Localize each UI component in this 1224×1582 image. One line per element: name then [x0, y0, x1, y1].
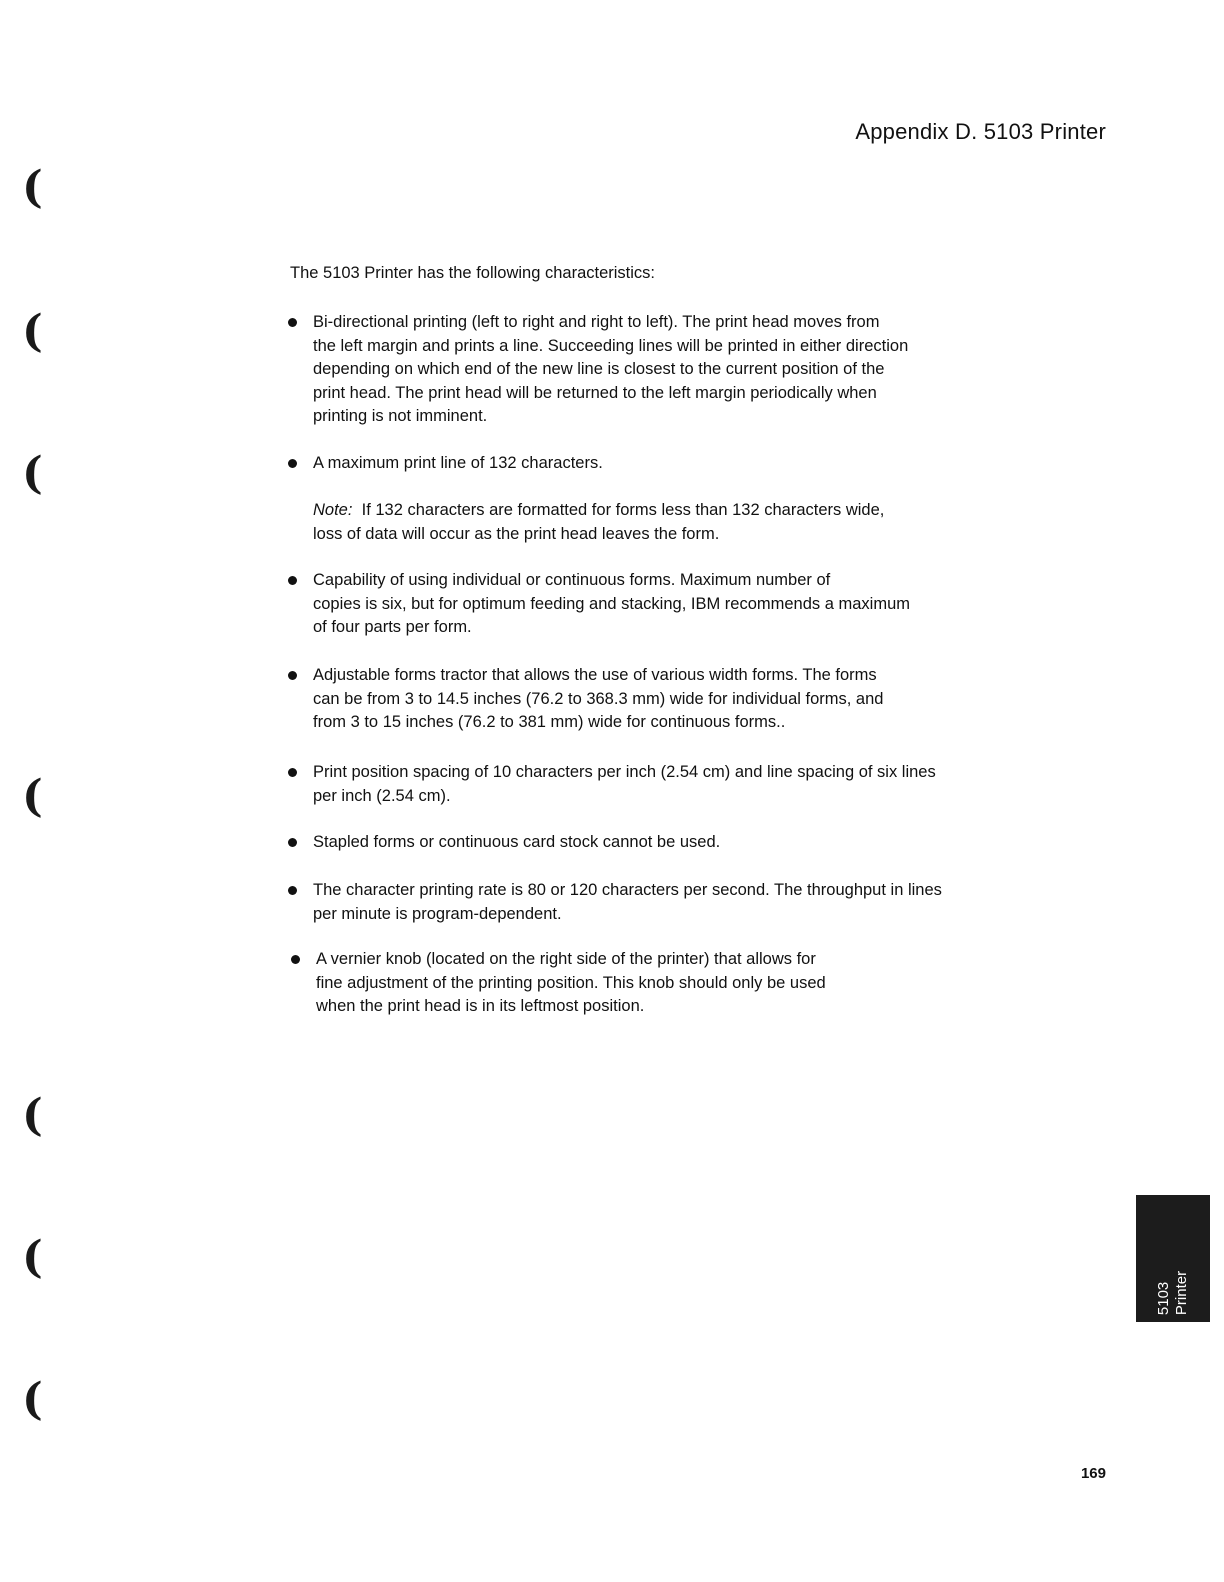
- item-line: The character printing rate is 80 or 120 characters per second. The throughput in lines: [313, 881, 942, 899]
- item-line: Adjustable forms tractor that allows the use of various width forms. The forms: [313, 666, 877, 684]
- item-line: per inch (2.54 cm).: [313, 786, 451, 805]
- item-line: from 3 to 15 inches (76.2 to 381 mm) wide for continuous forms..: [313, 713, 786, 732]
- item-line: per minute is program-dependent.: [313, 904, 562, 923]
- item-line: Capability of using individual or continuous forms. Maximum number of: [313, 571, 831, 589]
- bullet-icon: [288, 459, 297, 468]
- item-line: fine adjustment of the printing position. This knob should only be used: [316, 973, 826, 992]
- bullet-icon: [291, 955, 300, 964]
- section-tab-label: [1155, 1270, 1191, 1314]
- binding-hole-mark: (: [22, 1090, 43, 1141]
- bullet-icon: [288, 838, 297, 847]
- binding-hole-mark: (: [22, 771, 43, 822]
- section-tab-line: 5103: [1155, 1281, 1172, 1315]
- binding-hole-mark: (: [22, 162, 43, 213]
- item-line: copies is six, but for optimum feeding and stacking, IBM recommends a maximum: [313, 594, 910, 613]
- item-line: A maximum print line of 132 characters.: [313, 454, 603, 472]
- item-line: A vernier knob (located on the right side of the printer) that allows for: [316, 950, 816, 968]
- section-tab: [1136, 1195, 1210, 1322]
- item-line: Print position spacing of 10 characters per inch (2.54 cm) and line spacing of six lines: [313, 763, 936, 781]
- item-line: Stapled forms or continuous card stock cannot be used.: [313, 833, 721, 851]
- item-line: printing is not imminent.: [313, 407, 488, 426]
- item-line: print head. The print head will be returned to the left margin periodically when: [313, 383, 877, 402]
- section-tab-line: Printer: [1173, 1270, 1190, 1315]
- note-line: If 132 characters are formatted for forms less than 132 characters wide,: [361, 501, 885, 519]
- item-line: the left margin and prints a line. Succeeding lines will be printed in either direction: [313, 336, 909, 355]
- page-number: 169: [1080, 1465, 1106, 1482]
- item-line: of four parts per form.: [313, 618, 472, 637]
- intro-paragraph: The 5103 Printer has the following characteristics:: [290, 264, 656, 282]
- binding-hole-mark: (: [22, 1232, 43, 1283]
- bullet-icon: [288, 768, 297, 777]
- note-block: [313, 499, 884, 546]
- binding-hole-mark: (: [22, 306, 43, 357]
- binding-hole-mark: (: [22, 1374, 43, 1425]
- item-line: can be from 3 to 14.5 inches (76.2 to 368.3 mm) wide for individual forms, and: [313, 689, 884, 708]
- page-title: Appendix D. 5103 Printer: [855, 119, 1106, 144]
- bullet-icon: [288, 576, 297, 585]
- item-line: depending on which end of the new line is closest to the current position of the: [313, 360, 885, 379]
- binding-hole-mark: (: [22, 448, 43, 499]
- note-line: loss of data will occur as the print head leaves the form.: [313, 524, 720, 543]
- item-line: Bi-directional printing (left to right and right to left). The print head moves from: [313, 313, 880, 331]
- bullet-icon: [288, 886, 297, 895]
- bullet-icon: [288, 318, 297, 327]
- bullet-icon: [288, 671, 297, 680]
- note-label: Note:: [313, 501, 353, 519]
- item-line: when the print head is in its leftmost position.: [316, 997, 645, 1016]
